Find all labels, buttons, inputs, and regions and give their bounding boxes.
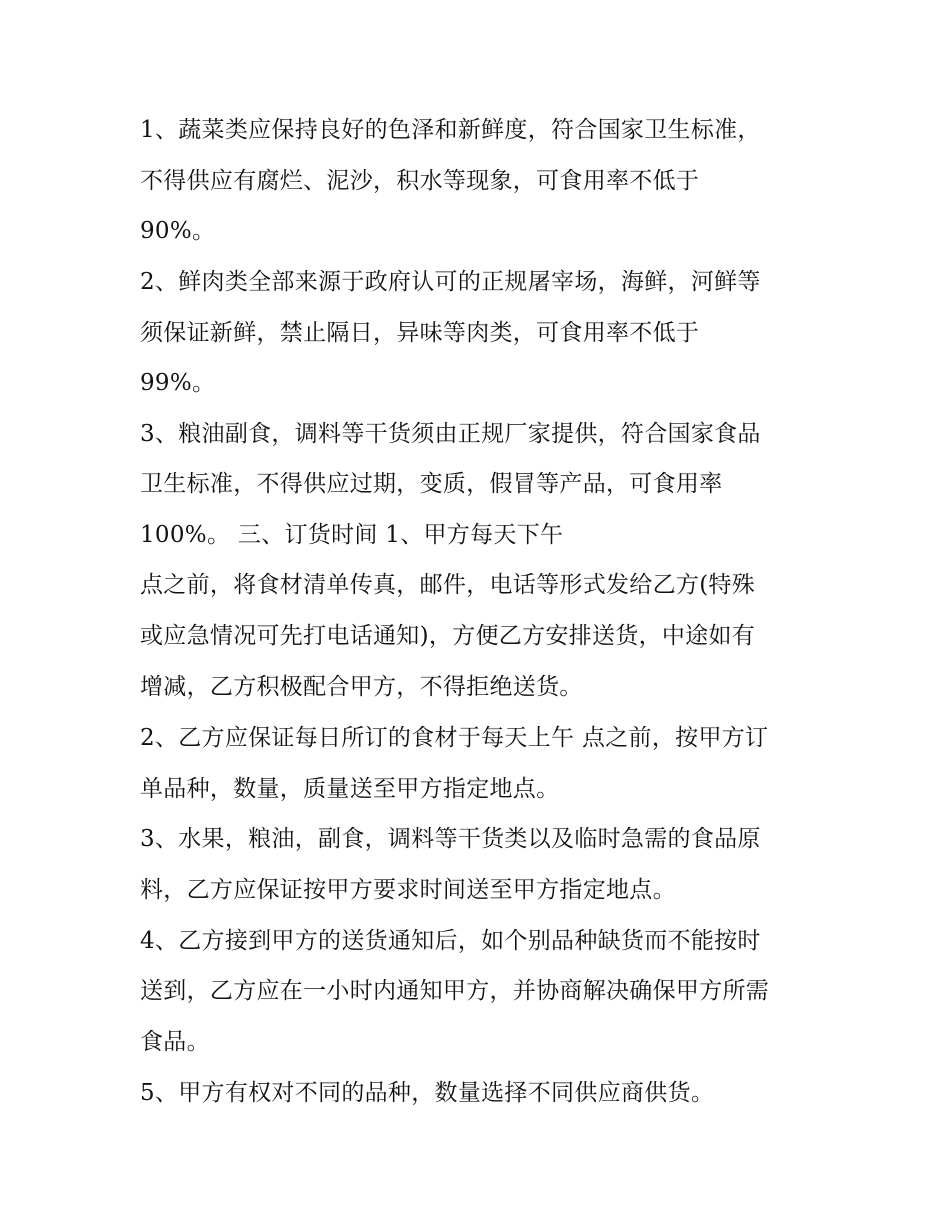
text-line: 5、甲方有权对不同的品种，数量选择不同供应商供货。 [140,1080,715,1106]
text-line: 不得供应有腐烂、泥沙，积水等现象，可食用率不低于 [140,168,700,194]
text-line: 3、粮油副食，调料等干货须由正规厂家提供，符合国家食品 [140,421,761,447]
text-line: 1、蔬菜类应保持良好的色泽和新鲜度，符合国家卫生标准， [140,117,761,143]
text-line: 单品种，数量，质量送至甲方指定地点。 [140,776,560,802]
text-line: 增减，乙方积极配合甲方，不得拒绝送货。 [140,674,583,700]
text-line: 100%。 三、订货时间 1、甲方每天下午 [140,522,564,548]
text-line: 2、鲜肉类全部来源于政府认可的正规屠宰场，海鲜，河鲜等 [140,269,761,295]
text-line: 送到，乙方应在一小时内通知甲方，并协商解决确保甲方所需 [140,978,770,1004]
text-line: 卫生标准，不得供应过期，变质，假冒等产品，可食用率 [140,471,723,497]
text-line: 2、乙方应保证每日所订的食材于每天上午 点之前，按甲方订 [140,725,769,751]
text-line: 90%。 [140,218,216,244]
text-line: 4、乙方接到甲方的送货通知后，如个别品种缺货而不能按时 [140,928,761,954]
text-line: 食品。 [140,1029,210,1055]
text-line: 料，乙方应保证按甲方要求时间送至甲方指定地点。 [140,877,676,903]
text-line: 3、水果，粮油，副食，调料等干货类以及临时急需的食品原 [140,826,761,852]
text-line: 点之前，将食材清单传真，邮件，电话等形式发给乙方(特殊 [140,572,756,598]
text-line: 99%。 [140,370,216,396]
text-line: 须保证新鲜，禁止隔日，异味等肉类，可食用率不低于 [140,320,700,346]
text-line: 或应急情况可先打电话通知)，方便乙方安排送货，中途如有 [140,623,756,649]
